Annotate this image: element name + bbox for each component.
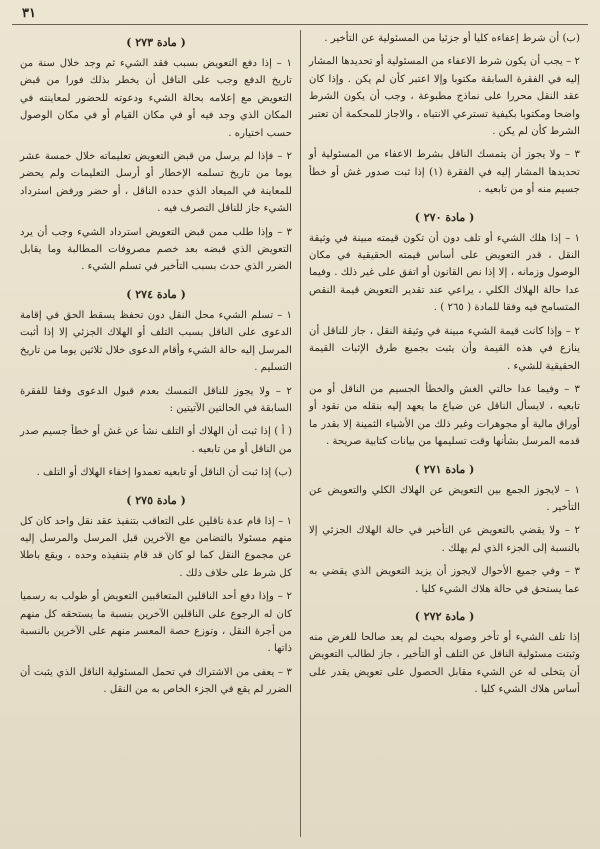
- two-column-body: [12, 30, 588, 837]
- article-paragraph: ٣ – ولا يجوز أن يتمسك الناقل بشرط الاعفاء من المسئولية أو تحديدها المشار إليه في الفقرة (١) إذا ثبت صدور غش أو خطأ جسيم منه أو من تابعيه .: [309, 149, 580, 196]
- article-paragraph: إذا تلف الشيء أو تأخر وصوله بحيث لم يعد صالحا للغرض منه وثبتت مسئولية الناقل عن التلف أو التأخير ، جاز لطالب التعويض أن يتخلى له عن الشيء مقابل الحصول على تعويض يقدر على أساس هلاك الشيء كليا .: [309, 631, 580, 696]
- article-paragraph: ٣ – وفي جميع الأحوال لايجوز أن يزيد التعويض الذي يقضي به عما يستحق في حالة هلاك الشيء كليا .: [309, 566, 580, 595]
- article-paragraph: ( أ ) إذا ثبت أن الهلاك أو التلف نشأ عن غش أو خطأ جسيم صدر من الناقل أو من تابعيه .: [20, 426, 292, 455]
- article-paragraph: ٢ – وإذا دفع أحد الناقلين المتعاقبين التعويض أو طولب به رسميا كان له الرجوع على الناقلين الآخرين بنسبة ما يستحقه كل منهم من أجرة النقل ، وتوزع حصة المعسر منهم على الآخرين بالنسبة ذاتها .: [20, 591, 292, 655]
- article-heading: ( مادة ٢٧٣ ): [126, 36, 186, 49]
- article-paragraph: ١ – إذا هلك الشيء أو تلف دون أن تكون قيمته مبينة في وثيقة النقل ، قدر التعويض على أساس قيمته الحقيقية في مكان الوصول وزمانه ، إلا إذا نص القانون أو اتفق على غير ذلك . وفيما عدا حالة الهلاك الكلي ، يراعي عند تقدير التعويض قيمة النقص المتسامح فيه وفقا للمادة ( ٢٦٥ ) .: [309, 232, 580, 314]
- right-column: [300, 30, 588, 837]
- article-paragraph: ١ – تسلم الشيء محل النقل دون تحفظ يسقط الحق في إقامة الدعوى على الناقل بسبب التلف أو الهلاك الجزئي إلا إذا أثبت المرسل إليه حالة الشيء وأقام الدعوى خلال ثلاثين يوما من تاريخ التسليم .: [20, 309, 292, 374]
- article-heading: ( مادة ٢٧٢ ): [414, 609, 475, 623]
- article-paragraph: ٢ – وإذا كانت قيمة الشيء مبينة في وثيقة النقل ، جاز للناقل أن ينازع في هذه القيمة وأن يثبت بجميع طرق الإثبات القيمة الحقيقية للشيء .: [309, 325, 580, 372]
- article-paragraph: ١ – إذا قام عدة ناقلين على التعاقب بتنفيذ عقد نقل واحد كان كل منهم مسئولا بالتضامن مع الآخرين قبل المرسل والمرسل إليه عن مجموع النقل كما لو كان قد قام بتنفيذه وحده ، ويقع باطلا كل شرط على خلاف ذلك .: [20, 515, 292, 579]
- article-paragraph: ٢ – ولا يقضي بالتعويض عن التأخير في حالة الهلاك الجزئي إلا بالنسبة إلى الجزء الذي لم يهلك .: [309, 525, 580, 554]
- article-paragraph: ١ – إذا دفع التعويض بسبب فقد الشيء ثم وجد خلال سنة من تاريخ الدفع وجب على الناقل أن يخطر بذلك فورا من قبض التعويض مع إعلامه بحالة الشيء ودعوته للحضور لمعاينته في المكان الذي وجد فيه أو في مكان القيام أو في مكان الوصول حسب اختياره .: [20, 58, 292, 139]
- article-paragraph: ٣ – وإذا طلب ممن قبض التعويض استرداد الشيء وجب أن يرد التعويض الذي قبضه بعد خصم مصروفات المطالبة وما يقابل الضرر الذي حدث بسبب التأخير في تسلم الشيء .: [20, 226, 292, 273]
- article-paragraph: ٣ – وفيما عدا حالتي الغش والخطأ الجسيم من الناقل أو من تابعيه ، لايسأل الناقل عن ضياع ما يعهد إليه بنقله من نقود أو أوراق مالية أو مجوهرات وغير ذلك من الأشياء الثمينة إلا بقدر ما قدمه المرسل بشأنها وقت تسليمها من بيانات كتابية صريحة .: [309, 383, 580, 448]
- article-paragraph: (ب) أن شرط إعفاءه كليا أو جزئيا من المسئولية عن التأخير .: [324, 33, 580, 44]
- article-paragraph: ٢ – يجب أن يكون شرط الاعفاء من المسئولية أو تحديدها المشار إليه في الفقرة السابقة مكتوبا وإلا اعتبر كأن لم يكن . وإذا كان عقد النقل محررا على نماذج مطبوعة ، وجب أن يكون الشرط واضحا ومكتوبا بكيفية تسترعي الانتباه ، والاجاز للمحكمة أن تعتبر الشرط كأن لم يكن .: [309, 56, 580, 138]
- left-column: [12, 30, 300, 837]
- top-rule: [12, 24, 588, 25]
- article-paragraph: (ب) إذا ثبت أن الناقل أو تابعيه تعمدوا إخفاء الهلاك أو التلف .: [36, 467, 292, 479]
- page-number: ٣١: [22, 6, 36, 21]
- article-paragraph: ٢ – ولا يجوز للناقل التمسك بعدم قبول الدعوى وفقا للفقرة السابقة في الحالتين الآتيتين :: [20, 385, 292, 414]
- article-heading: ( مادة ٢٧٥ ): [126, 493, 186, 507]
- article-heading: ( مادة ٢٧٠ ): [414, 210, 475, 224]
- article-heading: ( مادة ٢٧١ ): [414, 462, 475, 476]
- article-heading: ( مادة ٢٧٤ ): [126, 287, 186, 301]
- article-paragraph: ١ – لايجوز الجمع بين التعويض عن الهلاك الكلي والتعويض عن التأخير .: [309, 484, 580, 513]
- article-paragraph: ٢ – فإذا لم يرسل من قبض التعويض تعليماته خلال خمسة عشر يوما من تاريخ تسلمه الإخطار أو أرسل التعليمات ولم يحضر للمعاينة في الميعاد الذي حدده الناقل ، أو حضر ورفض استرداد الشيء جاز للناقل التصرف فيه .: [20, 151, 292, 215]
- article-paragraph: ٣ – يعفى من الاشتراك في تحمل المسئولية الناقل الذي يثبت أن الضرر لم يقع في الجزء الخاص به من النقل .: [20, 666, 292, 696]
